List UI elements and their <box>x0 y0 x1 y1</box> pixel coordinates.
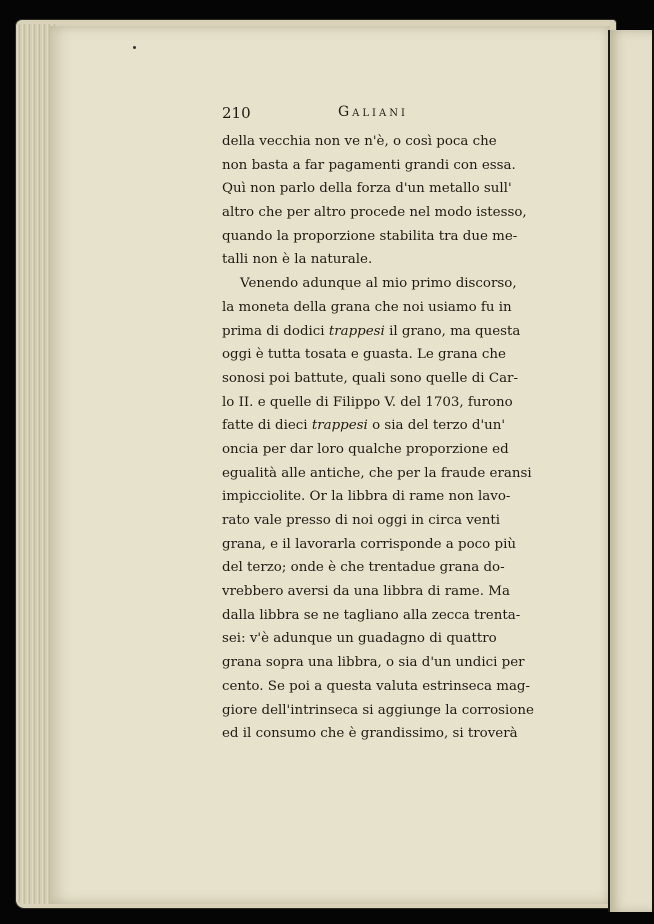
text-line: oggi è tutta tosata e guasta. Le grana che <box>222 347 506 363</box>
text-line: del terzo; onde è che trentadue grana do- <box>222 560 505 576</box>
text-line: impicciolite. Or la libbra di rame non lavo- <box>222 489 511 505</box>
text-line: Quì non parlo della forza d'un metallo sull' <box>222 181 512 197</box>
text-line: lo II. e quelle di Filippo V. del 1703, furono <box>222 394 513 410</box>
paper-speck <box>133 46 136 49</box>
text-line: egualità alle antiche, che per la fraude eransi <box>222 465 532 481</box>
text-line: non basta a far pagamenti grandi con essa. <box>222 157 516 173</box>
page-number: 210 <box>222 104 251 122</box>
text-line: grana, e il lavorarla corrisponde a poco più <box>222 536 516 552</box>
text-line: oncia per dar loro qualche proporzione ed <box>222 441 509 457</box>
text-line: della vecchia non ve n'è, o così poca che <box>222 134 497 149</box>
text-line: altro che per altro procede nel modo istesso, <box>222 205 527 221</box>
text-line: la moneta della grana che noi usiamo fu in <box>222 299 512 315</box>
text-line: grana sopra una libbra, o sia d'un undici per <box>222 655 525 671</box>
text-line: sonosi poi battute, quali sono quelle di Car- <box>222 370 518 386</box>
text-line: cento. Se poi a questa valuta estrinseca mag- <box>222 678 531 694</box>
running-head <box>222 104 542 130</box>
page-text <box>222 104 542 746</box>
text-line: vrebbero aversi da una libbra di rame. Ma <box>222 584 510 600</box>
text-line: talli non è la naturale. <box>222 252 373 268</box>
text-line: prima di dodici trappesi il grano, ma questa <box>222 323 521 339</box>
right-page-sliver <box>608 30 654 912</box>
text-line: dalla libbra se ne tagliano alla zecca trenta- <box>222 607 521 623</box>
text-line: Venendo adunque al mio primo discorso, <box>240 276 517 292</box>
text-line: sei: v'è adunque un guadagno di quattro <box>222 631 497 647</box>
text-line: ed il consumo che è grandissimo, si troverà <box>222 726 518 742</box>
text-line: giore dell'intrinseca si aggiunge la corrosione <box>222 702 534 718</box>
text-line: rato vale presso di noi oggi in circa venti <box>222 513 500 528</box>
text-line: fatte di dieci trappesi o sia del terzo d'un' <box>222 418 506 434</box>
text-line: quando la proporzione stabilita tra due me- <box>222 228 518 244</box>
running-title: Galiani <box>338 104 408 120</box>
